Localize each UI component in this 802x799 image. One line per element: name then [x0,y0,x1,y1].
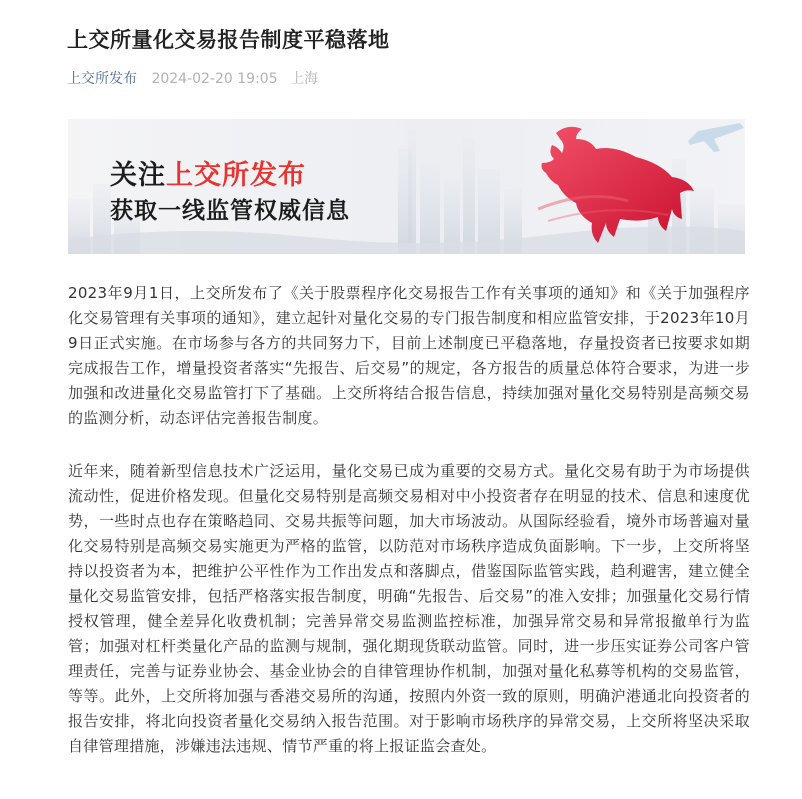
article-paragraph: 2023年9月1日，上交所发布了《关于股票程序化交易报告工作有关事项的通知》和《关于加强程序化交易管理有关事项的通知》，建立起针对量化交易的专门报告制度和相应监管安排，于2023年10月9日正式实施。在市场参与各方的共同努力下，目前上述制度已平稳落地，存量投资者已按要求如期完成报告工作，增量投资者落实“先报告、后交易”的规定，各方报告的质量总体符合要求，为进一步加强和改进量化交易监管打下了基础。上交所将结合报告信息，持续加强对量化交易特别是高频交易的监测分析，动态评估完善报告制度。 [68,284,750,427]
article-datetime: 2024-02-20 19:05 [151,71,278,87]
banner-subheadline: 获取一线监管权威信息 [110,198,350,224]
article-paragraph: 近年来，随着新型信息技术广泛运用，量化交易已成为重要的交易方式。量化交易有助于为市场提供流动性，促进价格发现。但量化交易特别是高频交易相对中小投资者存在明显的技术、信息和速度优势，一些时点也存在策略趋同、交易共振等问题，加大市场波动。从国际经验看，境外市场普遍对量化交易特别是高频交易实施更为严格的监管，以防范对市场秩序造成负面影响。下一步，上交所将坚持以投资者为本，把维护公平性作为工作出发点和落脚点，借鉴国际监管实践，趋利避害，建立健全量化交易监管安排，包括严格落实报告制度，明确“先报告、后交易”的准入安排；加强量化交易行情授权管理，健全差异化收费机制；完善异常交易监测监控标准，加强异常交易和异常报撤单行为监管；加强对杠杆类量化产品的监测与规制，强化期现货联动监管。同时，进一步压实证券公司客户管理责任，完善与证券业协会、基金业协会的自律管理协作机制，加强对量化私募等机构的交易监管，等等。此外，上交所将加强与香港交易所的沟通，按照内外资一致的原则，明确沪港通北向投资者的报告安排，将北向投资者量化交易纳入报告范围。对于影响市场秩序的异常交易，上交所将坚决采取自律管理措施，涉嫌违法违规、情节严重的将上报证监会查处。 [68,462,750,755]
article-source-link[interactable]: 上交所发布 [67,71,137,87]
article-title: 上交所量化交易报告制度平稳落地 [67,28,390,52]
airplane-icon [688,123,744,152]
article-meta [67,68,318,88]
banner-headline [110,153,306,192]
banner-headline-prefix: 关注 [110,160,166,191]
follow-banner-image [68,119,745,254]
banner-headline-highlight: 上交所发布 [166,160,306,191]
bull-icon [542,127,695,243]
article-location: 上海 [290,71,319,87]
